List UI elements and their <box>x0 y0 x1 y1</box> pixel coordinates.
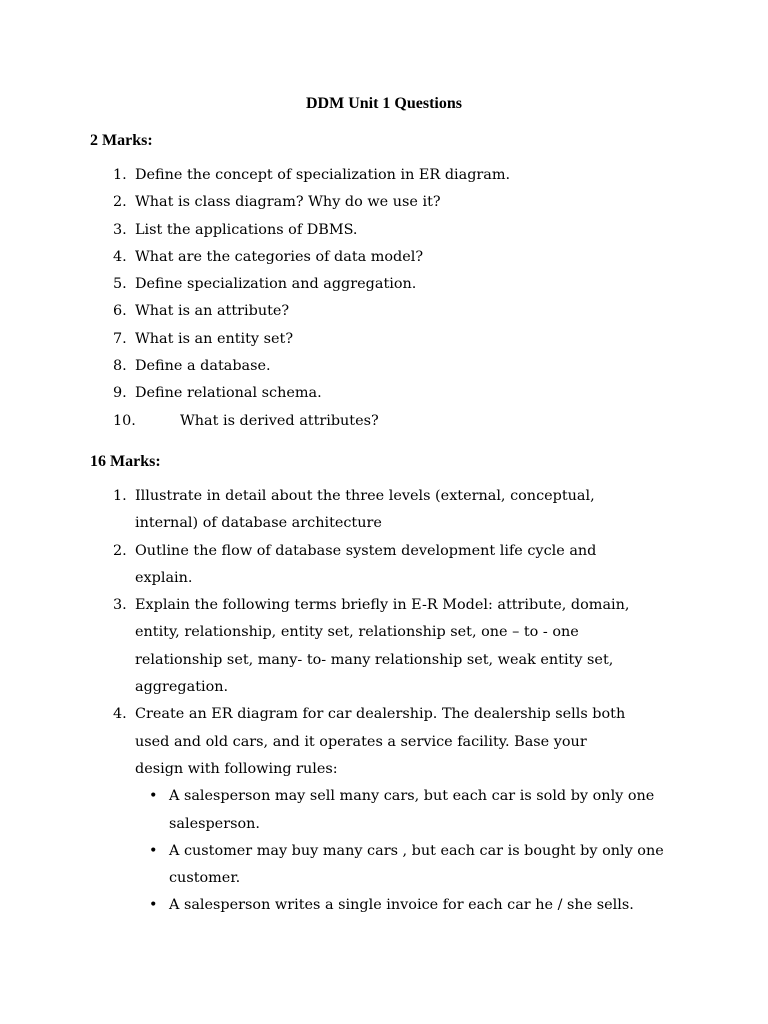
question-number: 10. <box>113 412 136 429</box>
question-number: 4. <box>113 706 127 723</box>
question-text: Define specialization and aggregation. <box>135 276 417 293</box>
question-number: 4. <box>113 248 127 265</box>
question-number: 1. <box>113 167 127 183</box>
bullet-item <box>135 892 684 919</box>
question-text: Define the concept of specialization in ER diagram. <box>135 167 511 183</box>
bullet-list <box>135 783 664 919</box>
list-item <box>0 380 635 407</box>
document-title: DDM Unit 1 Questions <box>305 95 462 112</box>
question-text: What is an attribute? <box>135 303 290 320</box>
question-text: Illustrate in detail about the three levels (external, conceptual, internal) of database architecture <box>135 488 595 532</box>
question-text: Define relational schema. <box>135 385 322 402</box>
question-text: Outline the flow of database system development life cycle and explain. <box>135 542 597 586</box>
question-text: What is an entity set? <box>135 330 294 347</box>
list-item <box>0 592 635 701</box>
list-item <box>0 244 635 271</box>
bullet-text: A salesperson writes a single invoice for each car he / she sells. <box>169 897 634 914</box>
bullet-icon: • <box>149 842 158 859</box>
list-item <box>0 271 635 298</box>
list-item <box>0 353 635 380</box>
question-number: 1. <box>113 488 127 504</box>
question-number: 3. <box>113 597 127 614</box>
bullet-item <box>135 838 684 893</box>
list-item <box>0 483 635 538</box>
question-text: List the applications of DBMS. <box>135 221 358 238</box>
list-item <box>0 298 635 325</box>
question-number: 2. <box>113 194 127 211</box>
list-item <box>0 408 635 435</box>
question-number: 2. <box>113 542 127 559</box>
bullet-icon: • <box>149 788 158 805</box>
section-heading-2-marks: 2 Marks: <box>90 132 153 149</box>
question-number: 6. <box>113 303 127 320</box>
question-text: What is derived attributes? <box>180 412 379 429</box>
list-item <box>0 701 664 919</box>
question-text: Create an ER diagram for car dealership. The dealership sells both used and old cars, and it operates a service facility. Base your design with following rules: <box>135 706 626 777</box>
question-number: 5. <box>113 276 127 293</box>
list-item <box>0 326 635 353</box>
list-item <box>0 538 635 593</box>
question-number: 9. <box>113 385 127 402</box>
list-item <box>0 189 635 216</box>
question-text: What is class diagram? Why do we use it? <box>135 194 441 211</box>
list-item <box>0 217 635 244</box>
question-number: 3. <box>113 221 127 238</box>
question-text: What are the categories of data model? <box>135 248 424 265</box>
bullet-text: A salesperson may sell many cars, but each car is sold by only one salesperson. <box>169 788 655 832</box>
question-text: Explain the following terms briefly in E-R Model: attribute, domain, entity, relationship, entity set, relationship set, one – to - one relationship set, many- to- many relationship set, weak entity set, aggregation. <box>135 597 630 696</box>
section-heading-16-marks: 16 Marks: <box>90 453 161 470</box>
bullet-item <box>135 783 684 838</box>
question-number: 8. <box>113 358 127 375</box>
question-number: 7. <box>113 330 127 347</box>
question-text: Define a database. <box>135 358 271 375</box>
bullet-icon: • <box>149 897 158 914</box>
bullet-text: A customer may buy many cars , but each car is bought by only one customer. <box>169 842 664 887</box>
list-item <box>0 162 635 189</box>
question-list-2-marks <box>0 162 768 435</box>
question-list-16-marks <box>0 483 768 920</box>
